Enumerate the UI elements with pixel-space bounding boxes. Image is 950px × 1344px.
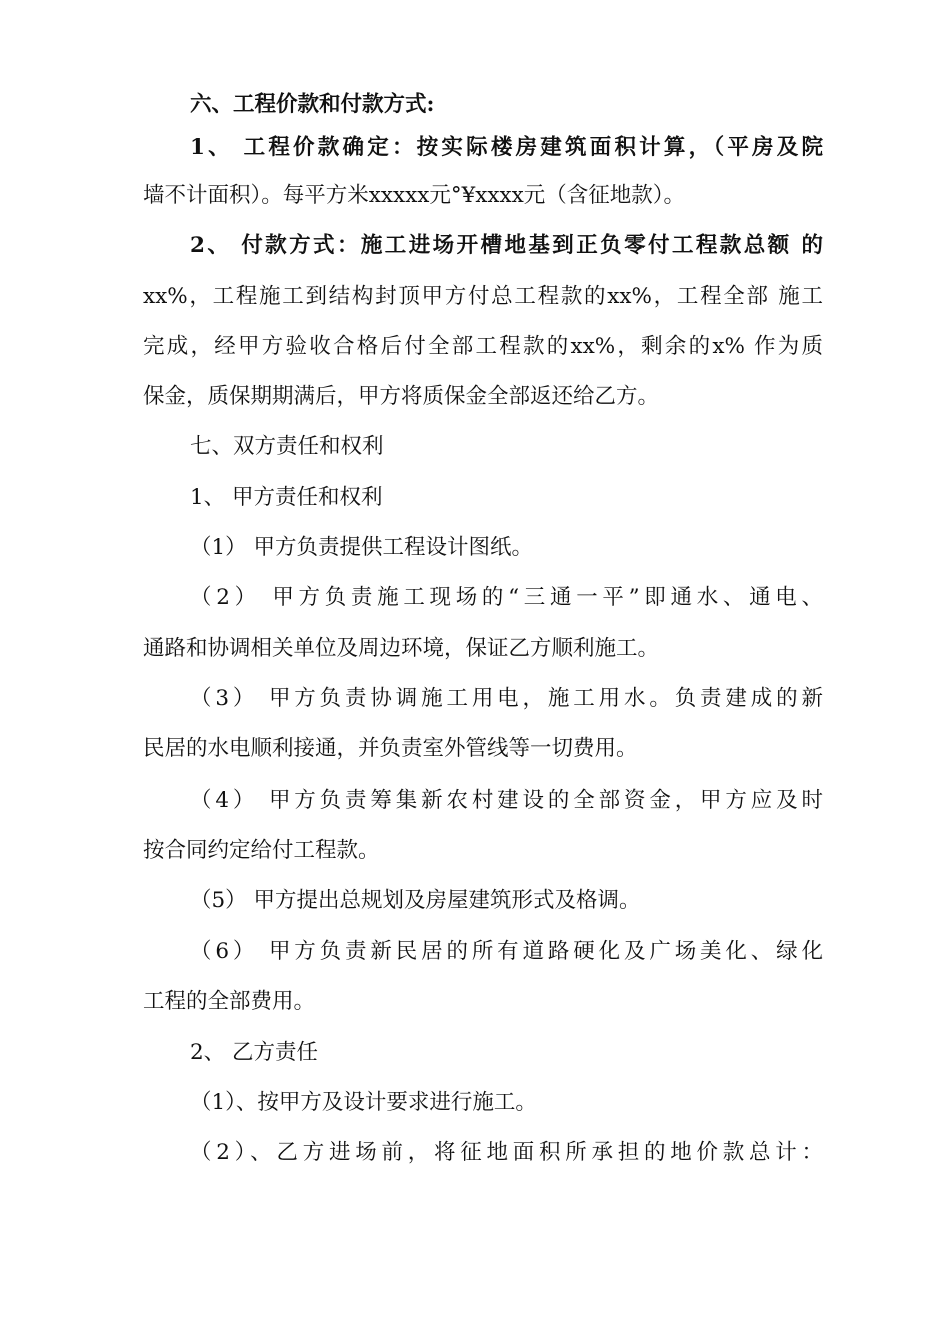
section-heading-payment: 六、工程价款和付款方式:	[190, 92, 435, 117]
list-item: （1） 甲方负责提供工程设计图纸。	[190, 535, 534, 560]
list-item: （4） 甲方负责筹集新农村建设的全部资金，甲方应及时	[190, 788, 823, 813]
paragraph-line: 保金，质保期期满后，甲方将质保金全部返还给乙方。	[143, 384, 660, 409]
paragraph-line: 按合同约定给付工程款。	[143, 838, 380, 863]
paragraph-line: 2、 付款方式：施工进场开槽地基到正负零付工程款总额 的	[190, 233, 823, 258]
paragraph-line: 工程的全部费用。	[143, 989, 316, 1014]
paragraph-line: 墙不计面积）。每平方米xxxxx元°¥xxxx元（含征地款）。	[143, 183, 686, 208]
list-item: （2） 甲方负责施工现场的“三通一平”即通水、通电、	[190, 585, 823, 610]
list-item: （2）、乙方进场前，将征地面积所承担的地价款总计：	[190, 1140, 823, 1165]
list-item: （6） 甲方负责新民居的所有道路硬化及广场美化、绿化	[190, 939, 823, 964]
paragraph-line: 民居的水电顺利接通，并负责室外管线等一切费用。	[143, 736, 638, 761]
paragraph-line: 完成，经甲方验收合格后付全部工程款的xx%，剩余的x% 作为质	[143, 334, 823, 359]
paragraph-line: 1、 工程价款确定：按实际楼房建筑面积计算，（平房及院	[190, 135, 823, 160]
section-heading-responsibilities: 七、双方责任和权利	[190, 434, 384, 459]
list-item: （5） 甲方提出总规划及房屋建筑形式及格调。	[190, 888, 641, 913]
subsection-heading: 2、 乙方责任	[190, 1040, 319, 1065]
list-item: （3） 甲方负责协调施工用电，施工用水。负责建成的新	[190, 686, 823, 711]
paragraph-line: 通路和协调相关单位及周边环境，保证乙方顺利施工。	[143, 636, 660, 661]
subsection-heading: 1、 甲方责任和权利	[190, 485, 383, 510]
paragraph-line: xx%，工程施工到结构封顶甲方付总工程款的xx%，工程全部 施工	[143, 284, 823, 309]
list-item: （1）、按甲方及设计要求进行施工。	[190, 1090, 537, 1115]
